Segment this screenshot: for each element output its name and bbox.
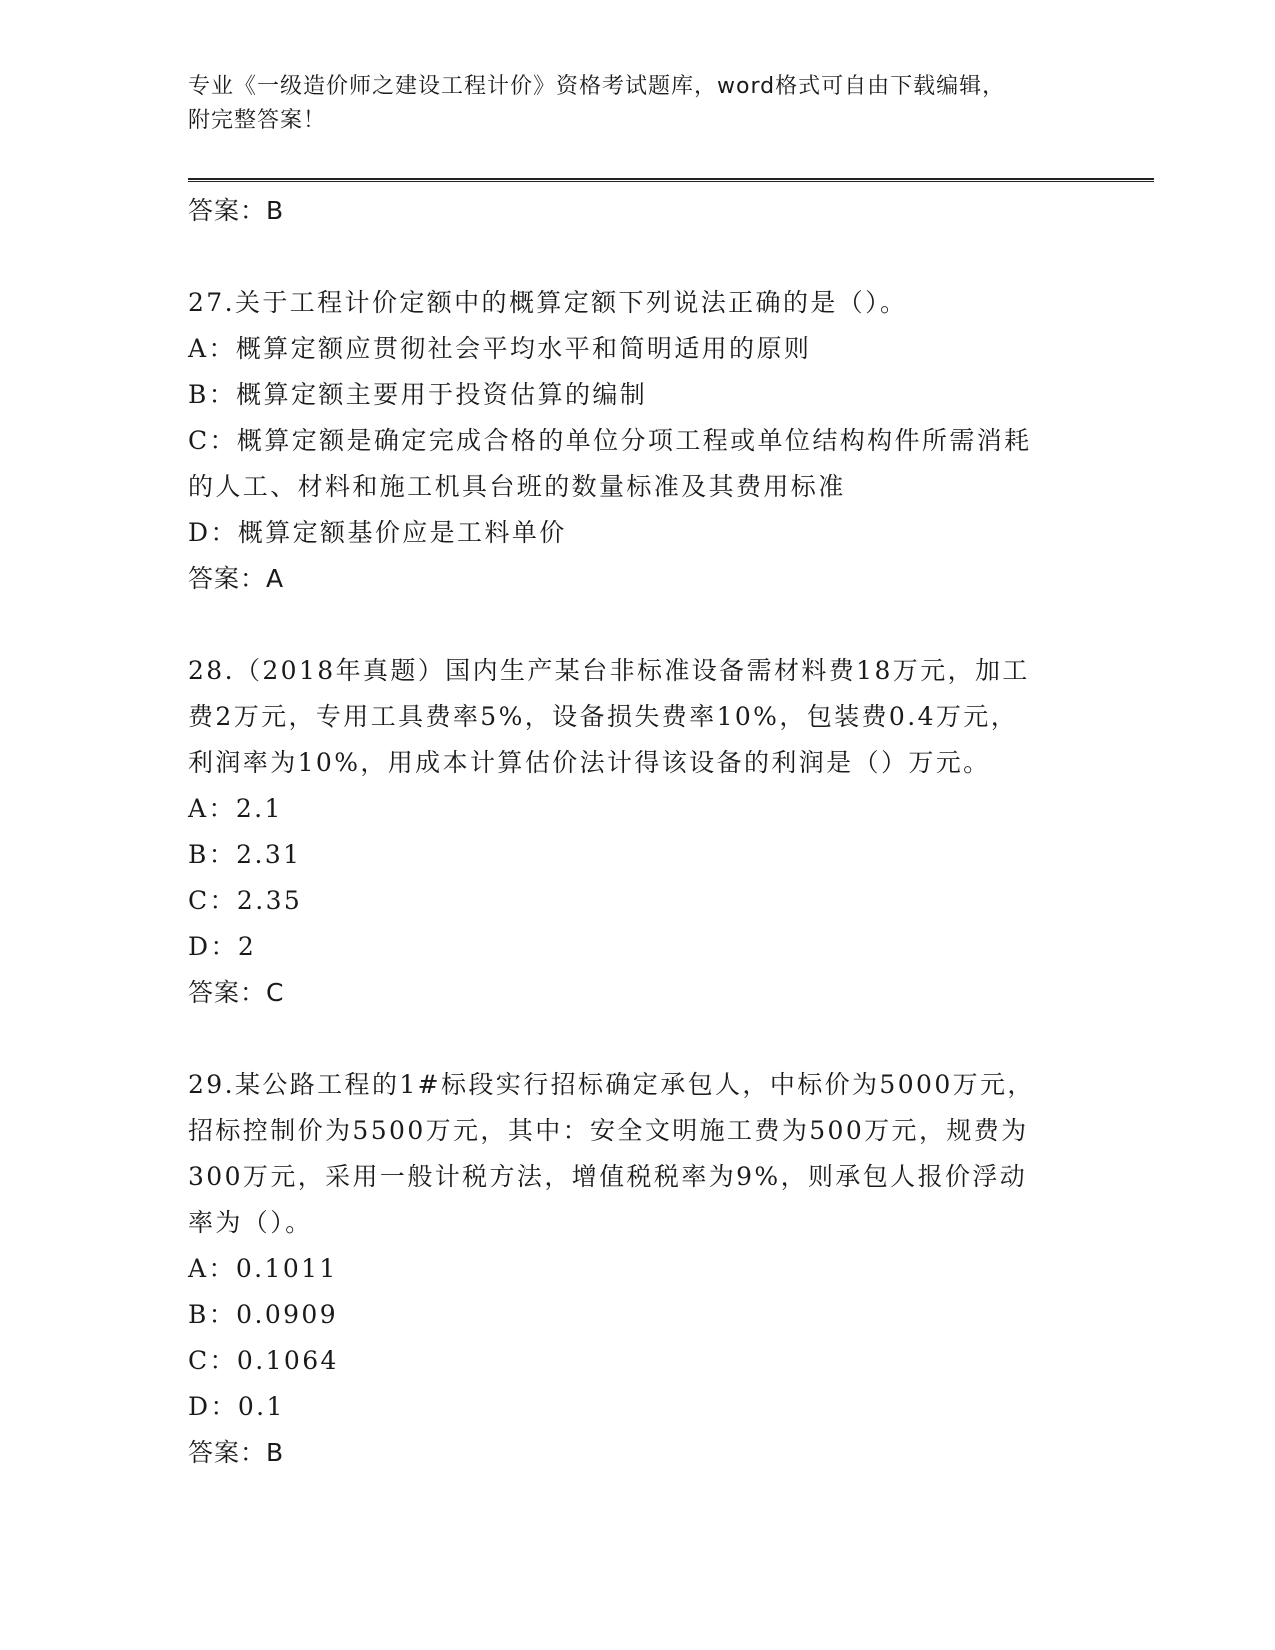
question-list bbox=[188, 188, 1088, 1476]
option-line: B：2.31 bbox=[188, 840, 302, 869]
answer-line: 答案：C bbox=[188, 978, 285, 1007]
option-line: D：概算定额基价应是工料单价 bbox=[188, 518, 567, 547]
option-line: A：2.1 bbox=[188, 794, 283, 823]
question-stem-line: 率为（）。 bbox=[188, 1208, 313, 1237]
question-block bbox=[188, 1062, 1088, 1476]
option-line: 的人工、材料和施工机具台班的数量标准及其费用标准 bbox=[188, 472, 846, 501]
question-gap bbox=[188, 234, 1088, 280]
answer-line: 答案：A bbox=[188, 564, 285, 593]
option-line: D：0.1 bbox=[188, 1392, 285, 1421]
header-divider bbox=[188, 178, 1154, 182]
question-stem-line: 费2万元，专用工具费率5%，设备损失费率10%，包装费0.4万元， bbox=[188, 702, 1019, 731]
document-header bbox=[188, 70, 1088, 138]
option-line: B：0.0909 bbox=[188, 1300, 339, 1329]
option-line: A：0.1011 bbox=[188, 1254, 338, 1283]
header-line-1: 专业《一级造价师之建设工程计价》资格考试题库，word格式可自由下载编辑， bbox=[188, 74, 1006, 99]
question-stem-line: 招标控制价为5500万元，其中：安全文明施工费为500万元，规费为 bbox=[188, 1116, 1029, 1145]
question-stem-line: 28.（2018年真题）国内生产某台非标准设备需材料费18万元，加工 bbox=[188, 656, 1030, 685]
option-line: D：2 bbox=[188, 932, 257, 961]
question-stem-line: 27.关于工程计价定额中的概算定额下列说法正确的是（）。 bbox=[188, 288, 908, 317]
option-line: C：0.1064 bbox=[188, 1346, 339, 1375]
question-block bbox=[188, 280, 1088, 602]
header-line-2: 附完整答案！ bbox=[188, 108, 327, 133]
option-line: A：概算定额应贯彻社会平均水平和简明适用的原则 bbox=[188, 334, 812, 363]
option-line: C：概算定额是确定完成合格的单位分项工程或单位结构构件所需消耗 bbox=[188, 426, 1032, 455]
question-gap bbox=[188, 602, 1088, 648]
question-gap bbox=[188, 1016, 1088, 1062]
question-stem-line: 300万元，采用一般计税方法，增值税税率为9%，则承包人报价浮动 bbox=[188, 1162, 1028, 1191]
question-stem-line: 29.某公路工程的1#标段实行招标确定承包人，中标价为5000万元， bbox=[188, 1070, 1035, 1099]
previous-answer: 答案：B bbox=[188, 196, 285, 225]
option-line: C：2.35 bbox=[188, 886, 303, 915]
question-block bbox=[188, 648, 1088, 1016]
option-line: B：概算定额主要用于投资估算的编制 bbox=[188, 380, 648, 409]
question-stem-line: 利润率为10%，用成本计算估价法计得该设备的利润是（）万元。 bbox=[188, 748, 991, 777]
answer-line: 答案：B bbox=[188, 1438, 285, 1467]
